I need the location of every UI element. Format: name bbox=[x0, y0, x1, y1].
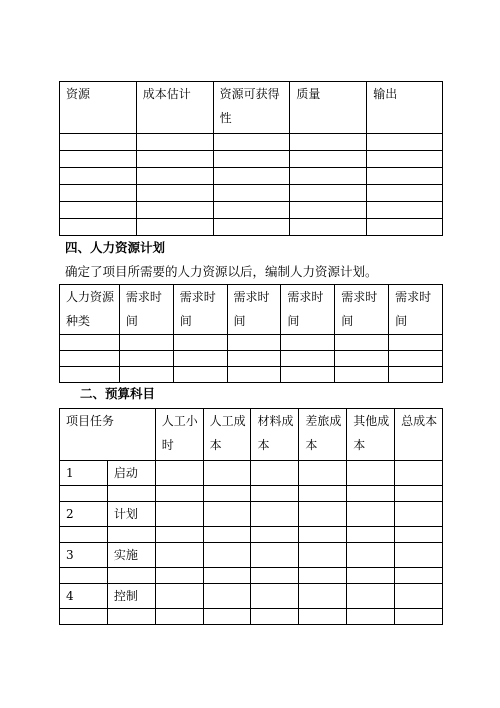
section-heading: 四、人力资源计划 bbox=[65, 240, 166, 255]
table-cell bbox=[251, 461, 299, 486]
table-cell bbox=[389, 335, 443, 351]
table-cell bbox=[299, 486, 347, 502]
resource-table bbox=[59, 81, 443, 236]
table-row bbox=[60, 543, 443, 568]
task-name: 控制 bbox=[107, 584, 155, 609]
table-cell bbox=[136, 219, 213, 236]
table-cell bbox=[395, 609, 443, 625]
table-row bbox=[60, 168, 443, 185]
task-number: 2 bbox=[60, 502, 108, 527]
table-cell bbox=[299, 568, 347, 584]
table-row bbox=[60, 335, 443, 351]
table-cell bbox=[203, 486, 251, 502]
header-cell: 总成本 bbox=[395, 409, 443, 461]
task-number: 1 bbox=[60, 461, 108, 486]
table-cell bbox=[299, 502, 347, 527]
table-cell bbox=[60, 335, 120, 351]
table-row bbox=[60, 486, 443, 502]
header-cell: 输出 bbox=[367, 82, 443, 134]
header-cell: 材料成本 bbox=[251, 409, 299, 461]
table-cell bbox=[119, 335, 173, 351]
header-cell: 需求时间 bbox=[173, 285, 227, 335]
table-cell bbox=[60, 202, 137, 219]
table-row bbox=[60, 134, 443, 151]
table-cell bbox=[367, 185, 443, 202]
table-cell bbox=[335, 367, 389, 383]
header-cell: 其他成本 bbox=[347, 409, 395, 461]
table-cell bbox=[203, 609, 251, 625]
table-cell bbox=[213, 168, 290, 185]
table-row bbox=[60, 527, 443, 543]
table-cell bbox=[173, 335, 227, 351]
table-row bbox=[60, 584, 443, 609]
table-cell bbox=[347, 568, 395, 584]
table-cell bbox=[155, 609, 203, 625]
task-number: 4 bbox=[60, 584, 108, 609]
table-cell bbox=[290, 134, 367, 151]
table-cell bbox=[213, 185, 290, 202]
table-cell bbox=[227, 367, 281, 383]
table-cell bbox=[347, 486, 395, 502]
table-cell bbox=[213, 202, 290, 219]
task-name: 实施 bbox=[107, 543, 155, 568]
table-cell bbox=[173, 367, 227, 383]
budget-table bbox=[59, 408, 443, 625]
table-row bbox=[60, 219, 443, 236]
section-paragraph: 确定了项目所需要的人力资源以后，编制人力资源计划。 bbox=[65, 264, 378, 279]
table-cell bbox=[395, 543, 443, 568]
table-cell bbox=[281, 335, 335, 351]
table-cell bbox=[290, 185, 367, 202]
table-cell bbox=[367, 202, 443, 219]
table-cell bbox=[136, 134, 213, 151]
table-cell bbox=[155, 502, 203, 527]
table-cell bbox=[335, 335, 389, 351]
table-cell bbox=[347, 461, 395, 486]
table-cell bbox=[299, 609, 347, 625]
header-cell: 项目任务 bbox=[60, 409, 156, 461]
table-row bbox=[60, 202, 443, 219]
header-cell: 资源 bbox=[60, 82, 137, 134]
table-header-row bbox=[60, 409, 443, 461]
table-cell bbox=[213, 134, 290, 151]
table-cell bbox=[251, 609, 299, 625]
table-cell bbox=[60, 609, 108, 625]
header-cell: 资源可获得性 bbox=[213, 82, 290, 134]
table-cell bbox=[290, 202, 367, 219]
table-cell bbox=[203, 461, 251, 486]
table-cell bbox=[367, 168, 443, 185]
table-cell bbox=[299, 461, 347, 486]
table-cell bbox=[395, 568, 443, 584]
table-cell bbox=[155, 543, 203, 568]
table-cell bbox=[203, 584, 251, 609]
header-cell: 差旅成本 bbox=[299, 409, 347, 461]
table-cell bbox=[60, 351, 120, 367]
header-cell: 人工成本 bbox=[203, 409, 251, 461]
table-cell bbox=[107, 486, 155, 502]
header-cell: 人力资源种类 bbox=[60, 285, 120, 335]
task-name: 启动 bbox=[107, 461, 155, 486]
table-cell bbox=[347, 527, 395, 543]
table-cell bbox=[299, 584, 347, 609]
table-cell bbox=[60, 486, 108, 502]
table-cell bbox=[347, 584, 395, 609]
table-cell bbox=[155, 486, 203, 502]
table-row bbox=[60, 151, 443, 168]
table-cell bbox=[60, 219, 137, 236]
table-cell bbox=[281, 367, 335, 383]
table-cell bbox=[155, 584, 203, 609]
table-cell bbox=[155, 568, 203, 584]
table-cell bbox=[251, 584, 299, 609]
table-cell bbox=[107, 609, 155, 625]
table-cell bbox=[136, 151, 213, 168]
table-cell bbox=[251, 543, 299, 568]
table-cell bbox=[347, 543, 395, 568]
table-cell bbox=[281, 351, 335, 367]
header-cell: 成本估计 bbox=[136, 82, 213, 134]
table-cell bbox=[367, 219, 443, 236]
table-cell bbox=[173, 351, 227, 367]
table-cell bbox=[203, 543, 251, 568]
table-cell bbox=[136, 202, 213, 219]
hr-plan-table bbox=[59, 284, 443, 383]
table-row bbox=[60, 351, 443, 367]
table-cell bbox=[389, 351, 443, 367]
header-cell: 需求时间 bbox=[227, 285, 281, 335]
table-cell bbox=[367, 151, 443, 168]
table-row bbox=[60, 568, 443, 584]
table-cell bbox=[213, 219, 290, 236]
header-cell: 需求时间 bbox=[335, 285, 389, 335]
table-cell bbox=[335, 351, 389, 367]
table-cell bbox=[203, 568, 251, 584]
table-header-row bbox=[60, 285, 443, 335]
table-cell bbox=[213, 151, 290, 168]
table-cell bbox=[395, 461, 443, 486]
table-cell bbox=[347, 609, 395, 625]
table-cell bbox=[155, 527, 203, 543]
table-cell bbox=[395, 584, 443, 609]
table-cell bbox=[155, 461, 203, 486]
header-cell: 需求时间 bbox=[389, 285, 443, 335]
table-cell bbox=[60, 151, 137, 168]
table-cell bbox=[299, 527, 347, 543]
table-row bbox=[60, 502, 443, 527]
header-cell: 需求时间 bbox=[281, 285, 335, 335]
table-cell bbox=[60, 527, 108, 543]
table-cell bbox=[60, 134, 137, 151]
table-cell bbox=[290, 151, 367, 168]
table-cell bbox=[60, 168, 137, 185]
section-heading: 二、预算科目 bbox=[80, 386, 156, 401]
table-cell bbox=[251, 568, 299, 584]
table-cell bbox=[136, 168, 213, 185]
table-cell bbox=[290, 168, 367, 185]
task-name: 计划 bbox=[107, 502, 155, 527]
table-cell bbox=[290, 219, 367, 236]
header-cell: 需求时间 bbox=[119, 285, 173, 335]
table-cell bbox=[107, 527, 155, 543]
table-cell bbox=[347, 502, 395, 527]
table-row bbox=[60, 367, 443, 383]
table-cell bbox=[395, 527, 443, 543]
table-cell bbox=[227, 351, 281, 367]
table-cell bbox=[251, 502, 299, 527]
table-header-row bbox=[60, 82, 443, 134]
table-cell bbox=[119, 367, 173, 383]
table-row bbox=[60, 609, 443, 625]
table-row bbox=[60, 185, 443, 202]
table-cell bbox=[136, 185, 213, 202]
table-cell bbox=[203, 502, 251, 527]
header-cell: 质量 bbox=[290, 82, 367, 134]
table-cell bbox=[119, 351, 173, 367]
table-cell bbox=[395, 486, 443, 502]
header-cell: 人工小时 bbox=[155, 409, 203, 461]
table-cell bbox=[251, 486, 299, 502]
table-cell bbox=[227, 335, 281, 351]
table-cell bbox=[389, 367, 443, 383]
table-cell bbox=[107, 568, 155, 584]
table-cell bbox=[251, 527, 299, 543]
table-cell bbox=[60, 568, 108, 584]
table-cell bbox=[367, 134, 443, 151]
table-cell bbox=[299, 543, 347, 568]
table-cell bbox=[203, 527, 251, 543]
table-row bbox=[60, 461, 443, 486]
table-cell bbox=[395, 502, 443, 527]
task-number: 3 bbox=[60, 543, 108, 568]
table-cell bbox=[60, 185, 137, 202]
table-cell bbox=[60, 367, 120, 383]
